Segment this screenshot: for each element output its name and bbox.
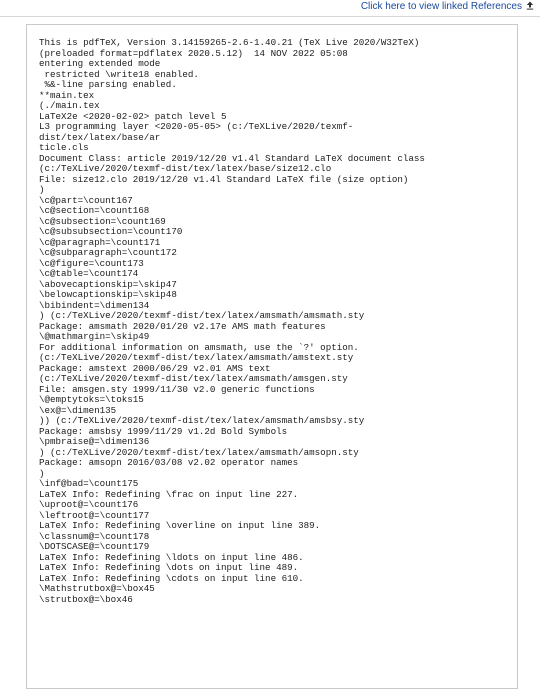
log-line: LaTeX Info: Redefining \overline on input line 389.: [39, 520, 321, 531]
log-line: \abovecaptionskip=\skip47: [39, 278, 177, 290]
compile-log-text: [39, 38, 425, 605]
log-line: Document Class: article 2019/12/20 v1.4l Standard LaTeX document class: [39, 152, 425, 164]
log-line: Package: amsmath 2020/01/20 v2.17e AMS math features: [39, 320, 326, 332]
log-line: )) (c:/TeXLive/2020/texmf-dist/tex/latex/amsmath/amsbsy.sty: [39, 415, 365, 426]
log-line: LaTeX2e <2020-02-02> patch level 5: [39, 110, 227, 122]
log-line: For additional information on amsmath, use the `?' option.: [39, 341, 359, 353]
log-line: Package: amsopn 2016/03/08 v2.02 operator names: [39, 457, 299, 468]
log-line: \ex@=\dimen135: [39, 404, 117, 416]
log-line: \c@section=\count168: [39, 205, 150, 216]
log-line: \c@part=\count167: [39, 194, 133, 206]
view-linked-references-link[interactable]: [361, 1, 534, 14]
log-line: \bibindent=\dimen134: [39, 299, 150, 311]
log-line: L3 programming layer <2020-05-05> (c:/TeXLive/2020/texmf-: [39, 121, 354, 132]
log-line: LaTeX Info: Redefining \dots on input line 489.: [39, 562, 299, 573]
log-line: \Mathstrutbox@=\box45: [39, 583, 155, 594]
log-line: entering extended mode: [39, 58, 161, 69]
log-line: LaTeX Info: Redefining \ldots on input line 486.: [39, 551, 304, 563]
log-line: \@mathmargin=\skip49: [39, 331, 150, 342]
view-linked-references-label: Click here to view linked References: [360, 1, 522, 12]
log-line: \strutbox@=\box46: [39, 593, 133, 605]
upload-arrow-icon: [526, 1, 534, 14]
log-line: \DOTSCASE@=\count179: [39, 541, 150, 552]
log-line: ticle.cls: [39, 142, 89, 153]
log-line: \c@table=\count174: [39, 268, 139, 279]
log-line: dist/tex/latex/base/ar: [39, 131, 161, 143]
log-line: (./main.tex: [39, 100, 100, 111]
log-line: ) (c:/TeXLive/2020/texmf-dist/tex/latex/amsmath/amsopn.sty: [39, 446, 359, 458]
log-line: (c:/TeXLive/2020/texmf-dist/tex/latex/base/size12.clo: [39, 163, 332, 174]
log-line: **main.tex: [39, 89, 95, 101]
top-bar: [0, 0, 540, 17]
log-line: LaTeX Info: Redefining \cdots on input line 610.: [39, 572, 304, 584]
log-line: ): [39, 184, 45, 195]
log-line: \leftroot@=\count177: [39, 509, 150, 521]
log-line: LaTeX Info: Redefining \frac on input line 227.: [39, 488, 299, 500]
log-line: \pmbraise@=\dimen136: [39, 436, 150, 447]
log-line: Package: amstext 2000/06/29 v2.01 AMS text: [39, 362, 271, 374]
log-line: \uproot@=\count176: [39, 499, 139, 510]
log-line: ) (c:/TeXLive/2020/texmf-dist/tex/latex/amsmath/amsmath.sty: [39, 310, 365, 321]
log-line: This is pdfTeX, Version 3.14159265-2.6-1.40.21 (TeX Live 2020/W32TeX): [39, 37, 420, 48]
log-line: \c@subparagraph=\count172: [39, 247, 177, 258]
log-line: File: size12.clo 2019/12/20 v1.4l Standard LaTeX file (size option): [39, 173, 409, 185]
log-line: \belowcaptionskip=\skip48: [39, 289, 177, 300]
log-line: %&-line parsing enabled.: [39, 79, 177, 90]
log-line: restricted \write18 enabled.: [39, 68, 199, 80]
log-line: \classnum@=\count178: [39, 530, 150, 542]
log-line: ): [39, 467, 45, 479]
log-line: \c@subsection=\count169: [39, 215, 166, 227]
log-line: (c:/TeXLive/2020/texmf-dist/tex/latex/amsmath/amstext.sty: [39, 352, 354, 363]
log-line: \c@figure=\count173: [39, 257, 144, 269]
log-line: (preloaded format=pdflatex 2020.5.12) 14 NOV 2022 05:08: [39, 47, 348, 59]
log-line: \c@paragraph=\count171: [39, 236, 161, 248]
log-line: \@emptytoks=\toks15: [39, 394, 144, 405]
log-line: File: amsgen.sty 1999/11/30 v2.0 generic functions: [39, 383, 315, 395]
log-line: (c:/TeXLive/2020/texmf-dist/tex/latex/amsmath/amsgen.sty: [39, 373, 348, 384]
log-line: Package: amsbsy 1999/11/29 v1.2d Bold Symbols: [39, 425, 288, 437]
log-line: \inf@bad=\count175: [39, 478, 139, 489]
log-line: \c@subsubsection=\count170: [39, 226, 183, 237]
